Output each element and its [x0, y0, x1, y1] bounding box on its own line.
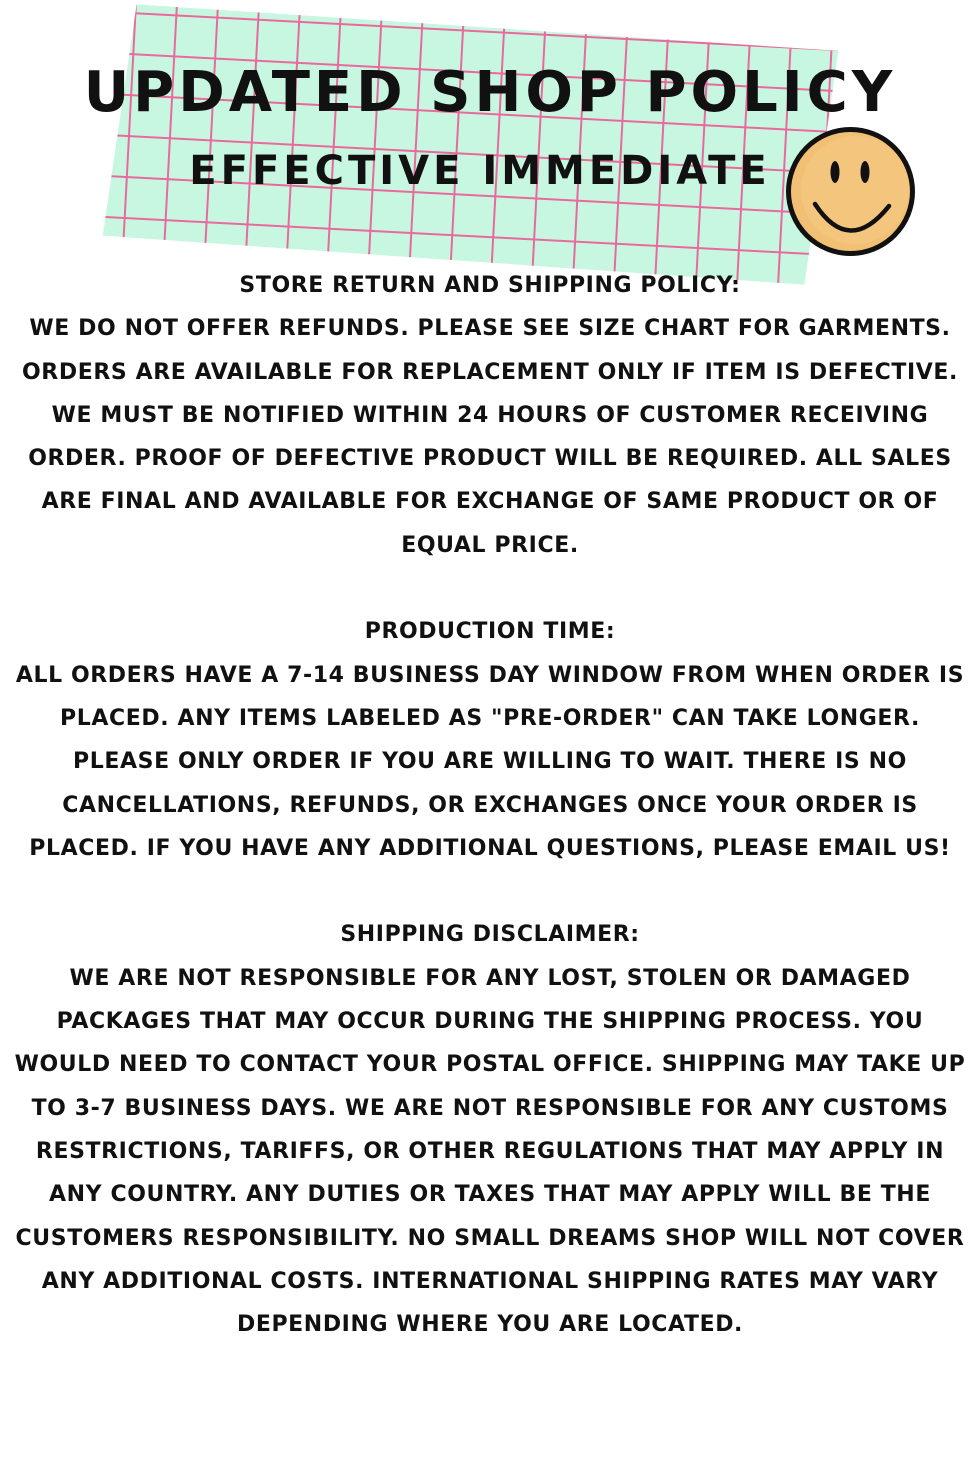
- section-body: ALL ORDERS HAVE A 7-14 BUSINESS DAY WINDOW FROM WHEN ORDER IS PLACED. ANY ITEMS LABELED AS "PRE-ORDER" CAN TAKE LONGER. PLEASE ONLY ORDER IF YOU ARE WILLING TO WAIT. THERE IS NO CANCELLATIONS, REFUNDS, OR EXCHANGES ONCE YOUR ORDER IS PLACED. IF YOU HAVE ANY ADDITIONAL QUESTIONS, PLEASE EMAIL US!: [15, 662, 965, 861]
- section-body: WE ARE NOT RESPONSIBLE FOR ANY LOST, STOLEN OR DAMAGED PACKAGES THAT MAY OCCUR DURING THE SHIPPING PROCESS. YOU WOULD NEED TO CONTACT YOUR POSTAL OFFICE. SHIPPING MAY TAKE UP TO 3-7 BUSINESS DAYS. WE ARE NOT RESPONSIBLE FOR ANY CUSTOMS RESTRICTIONS, TARIFFS, OR OTHER REGULATIONS THAT MAY APPLY IN ANY COUNTRY. ANY DUTIES OR TAXES THAT MAY APPLY WILL BE THE CUSTOMERS RESPONSIBILITY. NO SMALL DREAMS SHOP WILL NOT COVER ANY ADDITIONAL COSTS. INTERNATIONAL SHIPPING RATES MAY VARY DEPENDING WHERE YOU ARE LOCATED.: [14, 965, 966, 1338]
- smiley-face-icon: [783, 124, 918, 259]
- section-heading: PRODUCTION TIME:: [364, 619, 616, 645]
- section-heading: STORE RETURN AND SHIPPING POLICY:: [239, 273, 741, 298]
- section-heading: SHIPPING DISCLAIMER:: [340, 922, 640, 948]
- section-spacer: [8, 870, 972, 913]
- section-body: WE DO NOT OFFER REFUNDS. PLEASE SEE SIZE CHART FOR GARMENTS. ORDERS ARE AVAILABLE FOR REPLACEMENT ONLY IF ITEM IS DEFECTIVE. WE MUST BE NOTIFIED WITHIN 24 HOURS OF CUSTOMER RECEIVING ORDER. PROOF OF DEFECTIVE PRODUCT WILL BE REQUIRED. ALL SALES ARE FINAL AND AVAILABLE FOR EXCHANGE OF SAME PRODUCT OR OF EQUAL PRICE.: [22, 316, 958, 558]
- policy-content: [8, 264, 972, 1346]
- page-title: UPDATED SHOP POLICY: [83, 60, 897, 125]
- page-subtitle: EFFECTIVE IMMEDIATE: [189, 148, 771, 194]
- section-spacer: [8, 567, 972, 610]
